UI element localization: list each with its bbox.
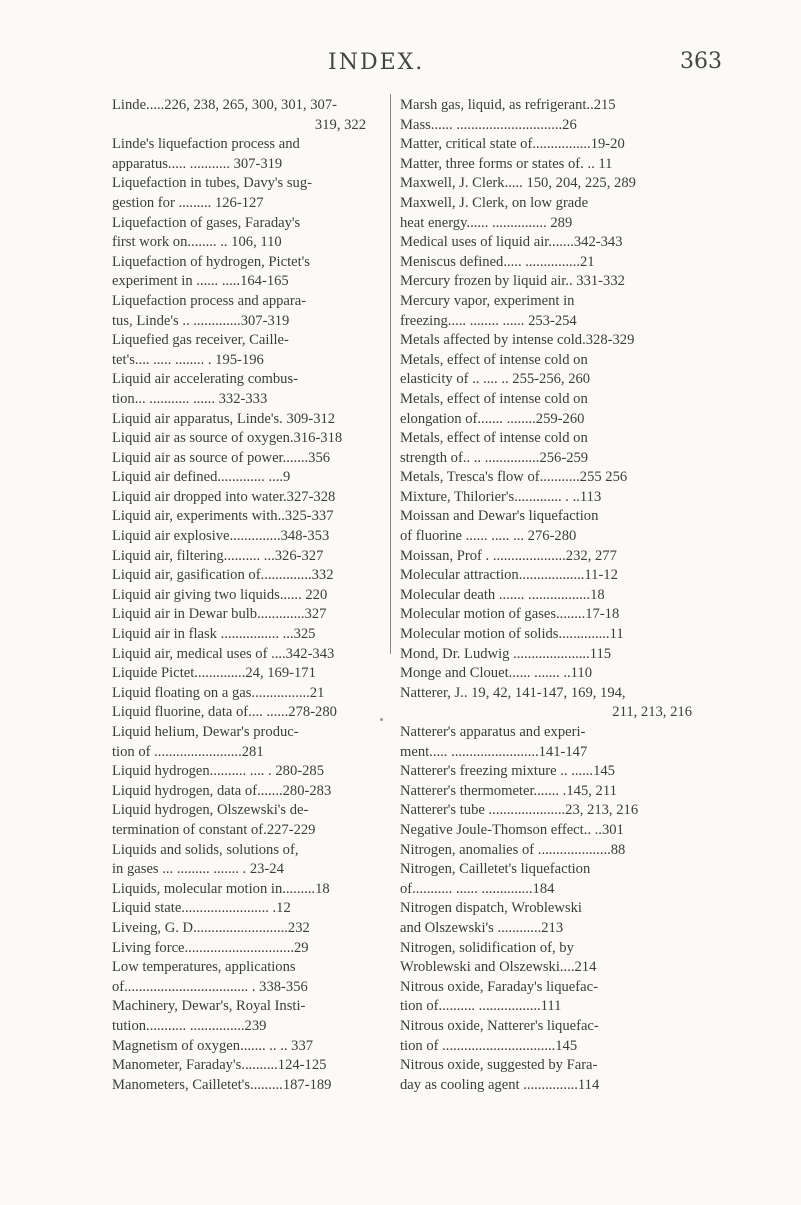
index-entry-line: Natterer's thermometer....... .145, 211 — [400, 782, 617, 799]
index-entry — [112, 586, 366, 606]
index-entry-line: Moissan and Dewar's liquefaction — [400, 508, 599, 525]
index-entry-line: Molecular attraction..................11-12 — [400, 567, 618, 584]
index-entry — [400, 233, 692, 253]
index-entry — [400, 390, 692, 429]
index-entry-line: Mond, Dr. Ludwig .....................115 — [400, 645, 612, 662]
index-entry-continuation: experiment in ...... .....164-165 — [112, 273, 289, 290]
index-entry — [400, 664, 692, 684]
index-entry — [400, 841, 692, 861]
index-entry-line: Liquid air explosive..............348-353 — [112, 528, 330, 545]
index-column-right — [400, 96, 692, 1095]
index-entry-line: Matter, critical state of................19-20 — [400, 136, 625, 153]
index-entry — [112, 488, 366, 508]
index-entry-line: Natterer, J.. 19, 42, 141-147, 169, 194, — [400, 684, 626, 701]
index-entry-line: Natterer's apparatus and experi- — [400, 724, 586, 740]
index-entry-continuation: of........... ...... ..............184 — [400, 880, 555, 897]
index-entry-line: Natterer's tube .....................23, 213, 216 — [400, 802, 639, 819]
index-entry-line: Matter, three forms or states of. .. 11 — [400, 155, 613, 172]
index-entry — [112, 410, 366, 430]
index-entry-line: Liquid air defined............. ....9 — [112, 469, 291, 486]
index-entry — [112, 214, 366, 253]
index-entry — [400, 939, 692, 978]
index-entry — [112, 841, 366, 880]
index-entry-line: Liquefaction in tubes, Davy's sug- — [112, 175, 313, 192]
index-entry — [112, 684, 366, 704]
index-entry-continuation: tus, Linde's .. .............307-319 — [112, 312, 290, 329]
index-entry-continuation: tution........... ...............239 — [112, 1017, 267, 1034]
index-entry-line: Metals, effect of intense cold on — [400, 390, 588, 407]
index-column-left — [112, 96, 366, 1095]
index-entry — [112, 331, 366, 370]
index-entry-line: Liquefaction of hydrogen, Pictet's — [112, 253, 310, 270]
index-entry-line: Metals, effect of intense cold on — [400, 351, 588, 368]
index-entry-line: Mixture, Thilorier's............. . ..113 — [400, 488, 602, 505]
index-entry-line: Molecular motion of gases........17-18 — [400, 606, 620, 623]
index-entry-line: Liveing, G. D..........................232 — [112, 919, 310, 936]
index-entry — [112, 292, 366, 331]
page-title: INDEX. — [328, 50, 425, 75]
index-entry-continuation: apparatus..... ........... 307-319 — [112, 155, 283, 172]
index-entry-line: Liquid hydrogen.......... .... . 280-285 — [112, 763, 324, 780]
index-entry-line: Liquid air dropped into water.327-328 — [112, 488, 336, 505]
index-entry-line: Machinery, Dewar's, Royal Insti- — [112, 998, 306, 1015]
index-entry — [112, 566, 366, 586]
index-entry-line: Liquid air as source of power.......356 — [112, 449, 331, 466]
index-entry — [112, 645, 366, 665]
index-entry — [400, 253, 692, 273]
index-entry-line: Liquefaction of gases, Faraday's — [112, 214, 301, 231]
index-entry-line: Maxwell, J. Clerk, on low grade — [400, 194, 589, 211]
index-entry-line: Medical uses of liquid air.......342-343 — [400, 234, 623, 251]
index-entry — [400, 155, 692, 175]
index-entry — [400, 429, 692, 468]
index-entry — [112, 96, 366, 135]
index-entry — [112, 664, 366, 684]
index-entry-line: Liquid air in flask ................ ...325 — [112, 626, 316, 643]
index-entry-line: Liquid air accelerating combus- — [112, 371, 298, 388]
index-entry-continuation: tion of.......... .................111 — [400, 998, 562, 1015]
index-entry — [400, 547, 692, 567]
index-entry-line: Living force..............................29 — [112, 939, 309, 956]
index-entry-continuation: strength of.. .. ...............256-259 — [400, 449, 589, 466]
index-entry — [400, 782, 692, 802]
index-entry-line: Liquid hydrogen, Olszewski's de- — [112, 802, 309, 819]
index-entry-line: Metals, Tresca's flow of...........255 256 — [400, 469, 628, 486]
index-entry-continuation: tion of ........................281 — [112, 743, 264, 760]
index-entry-line: Natterer's freezing mixture .. ......145 — [400, 763, 615, 780]
index-entry — [400, 762, 692, 782]
index-entry-continuation: 319, 322 — [314, 116, 366, 133]
index-entry — [112, 939, 366, 959]
index-entry-line: Liquid fluorine, data of.... ......278-280 — [112, 704, 337, 721]
index-entry-line: Low temperatures, applications — [112, 959, 296, 976]
index-entry-line: Liquefied gas receiver, Caille- — [112, 332, 289, 349]
index-entry-continuation: 211, 213, 216 — [612, 704, 692, 721]
index-entry — [112, 919, 366, 939]
index-entry-continuation: freezing..... ........ ...... 253-254 — [400, 312, 577, 329]
index-entry-line: Linde.....226, 238, 265, 300, 301, 307- — [112, 97, 337, 113]
page-header — [0, 0, 801, 100]
index-entry-line: Mercury vapor, experiment in — [400, 292, 575, 309]
index-entry-line: Metals, effect of intense cold on — [400, 430, 588, 447]
index-entry-line: Monge and Clouet...... ....... ..110 — [400, 665, 592, 682]
index-entry — [400, 645, 692, 665]
index-entry — [400, 488, 692, 508]
index-entry-continuation: tion... ........... ...... 332-333 — [112, 390, 268, 407]
index-entry-line: Liquide Pictet..............24, 169-171 — [112, 665, 316, 682]
index-entry-line: Liquid air, gasification of..............332 — [112, 567, 334, 584]
index-entry-continuation: of.................................. . 338-356 — [112, 978, 308, 995]
index-entry — [400, 194, 692, 233]
index-entry-line: Liquefaction process and appara- — [112, 292, 307, 309]
index-entry — [112, 801, 366, 840]
index-entry-line: Manometer, Faraday's..........124-125 — [112, 1057, 327, 1074]
index-entry — [112, 1056, 366, 1076]
index-entry-line: Liquid state........................ .12 — [112, 900, 291, 917]
index-entry-continuation: first work on........ .. 106, 110 — [112, 234, 282, 251]
index-entry — [400, 801, 692, 821]
index-entry — [400, 331, 692, 351]
index-entry — [400, 272, 692, 292]
index-entry — [112, 547, 366, 567]
index-entry-continuation: termination of constant of.227-229 — [112, 821, 316, 838]
index-entry — [112, 468, 366, 488]
index-entry-line: Nitrous oxide, Faraday's liquefac- — [400, 978, 598, 995]
index-entry-continuation: gestion for ......... 126-127 — [112, 194, 264, 211]
index-entry-line: Nitrous oxide, suggested by Fara- — [400, 1057, 598, 1074]
index-entry-continuation: Wroblewski and Olszewski....214 — [400, 959, 597, 976]
index-entry-line: Nitrogen, Cailletet's liquefaction — [400, 861, 591, 878]
index-entry-line: Liquids, molecular motion in.........18 — [112, 880, 330, 897]
index-entry-line: Liquid air giving two liquids...... 220 — [112, 586, 328, 603]
index-entry-continuation: in gases ... ......... ....... . 23-24 — [112, 861, 284, 878]
index-entry — [400, 625, 692, 645]
index-entry — [400, 1017, 692, 1056]
index-entry-line: Nitrogen, solidification of, by — [400, 939, 574, 956]
index-entry — [400, 899, 692, 938]
index-entry — [400, 116, 692, 136]
index-entry — [112, 723, 366, 762]
index-entry — [400, 135, 692, 155]
index-entry-line: Magnetism of oxygen....... .. .. 337 — [112, 1037, 314, 1054]
index-entry-line: Liquid air apparatus, Linde's. 309-312 — [112, 410, 336, 427]
index-entry-line: Meniscus defined..... ...............21 — [400, 253, 595, 270]
index-entry-line: Maxwell, J. Clerk..... 150, 204, 225, 289 — [400, 175, 636, 192]
index-entry-line: Liquid floating on a gas................21 — [112, 684, 325, 701]
index-entry — [400, 468, 692, 488]
index-entry — [112, 135, 366, 174]
index-entry-continuation: heat energy...... ............... 289 — [400, 214, 573, 231]
index-entry — [112, 449, 366, 469]
index-entry — [112, 958, 366, 997]
index-entry-line: Nitrous oxide, Natterer's liquefac- — [400, 1017, 599, 1034]
index-entry-line: Liquid air in Dewar bulb.............327 — [112, 606, 327, 623]
index-entry — [400, 605, 692, 625]
index-entry — [400, 684, 692, 723]
index-entry — [112, 880, 366, 900]
index-entry-line: Nitrogen, anomalies of ....................88 — [400, 841, 626, 858]
index-entry-continuation: of fluorine ...... ..... ... 276-280 — [400, 528, 577, 545]
index-entry-line: Linde's liquefaction process and — [112, 136, 300, 153]
index-entry-line: Liquid hydrogen, data of.......280-283 — [112, 782, 332, 799]
index-entry-continuation: tet's.... ..... ........ . 195-196 — [112, 351, 264, 368]
column-divider — [390, 94, 391, 654]
index-entry — [112, 253, 366, 292]
index-entry — [400, 1056, 692, 1095]
index-entry-line: Metals affected by intense cold.328-329 — [400, 332, 635, 349]
index-entry — [112, 1076, 366, 1096]
page-number: 363 — [680, 49, 722, 74]
index-entry-line: Liquid helium, Dewar's produc- — [112, 724, 299, 740]
index-entry — [112, 429, 366, 449]
index-entry-line: Liquid air as source of oxygen.316-318 — [112, 430, 343, 447]
index-entry — [112, 997, 366, 1036]
index-entry — [400, 586, 692, 606]
index-entry-line: Mass...... .............................26 — [400, 116, 577, 133]
index-entry — [112, 1037, 366, 1057]
index-entry-continuation: ment..... ........................141-147 — [400, 743, 588, 760]
index-entry — [112, 899, 366, 919]
index-entry-line: Nitrogen dispatch, Wroblewski — [400, 900, 582, 917]
index-entry-line: Liquid air, filtering.......... ...326-327 — [112, 547, 324, 564]
index-entry — [112, 507, 366, 527]
index-entry — [400, 351, 692, 390]
index-entry — [112, 370, 366, 409]
index-entry — [400, 978, 692, 1017]
index-entry — [112, 527, 366, 547]
index-entry — [400, 860, 692, 899]
index-entry-line: Mercury frozen by liquid air.. 331-332 — [400, 273, 625, 290]
index-entry — [112, 762, 366, 782]
index-entry — [112, 703, 366, 723]
index-entry-continuation: tion of ...............................145 — [400, 1037, 578, 1054]
index-entry — [112, 625, 366, 645]
index-entry-continuation: and Olszewski's ............213 — [400, 919, 564, 936]
index-entry-line: Liquid air, medical uses of ....342-343 — [112, 645, 335, 662]
index-entry-continuation: elongation of....... ........259-260 — [400, 410, 585, 427]
index-entry-line: Moissan, Prof . ....................232, 277 — [400, 547, 617, 564]
page-speck — [380, 718, 383, 721]
index-entry-line: Manometers, Cailletet's.........187-189 — [112, 1076, 332, 1093]
index-entry-line: Marsh gas, liquid, as refrigerant..215 — [400, 97, 616, 113]
index-entry — [400, 507, 692, 546]
index-entry-line: Molecular death ....... .................18 — [400, 586, 605, 603]
index-entry — [112, 782, 366, 802]
index-entry-line: Molecular motion of solids..............11 — [400, 626, 624, 643]
index-entry — [400, 566, 692, 586]
index-entry — [400, 723, 692, 762]
index-entry — [112, 605, 366, 625]
index-entry — [400, 292, 692, 331]
index-entry — [400, 174, 692, 194]
index-entry — [112, 174, 366, 213]
index-entry — [400, 821, 692, 841]
index-entry-line: Liquid air, experiments with..325-337 — [112, 508, 334, 525]
index-entry — [400, 96, 692, 116]
index-entry-line: Liquids and solids, solutions of, — [112, 841, 299, 858]
index-entry-continuation: day as cooling agent ...............114 — [400, 1076, 600, 1093]
index-entry-continuation: elasticity of .. .... .. 255-256, 260 — [400, 371, 591, 388]
index-entry-line: Negative Joule-Thomson effect.. ..301 — [400, 821, 624, 838]
